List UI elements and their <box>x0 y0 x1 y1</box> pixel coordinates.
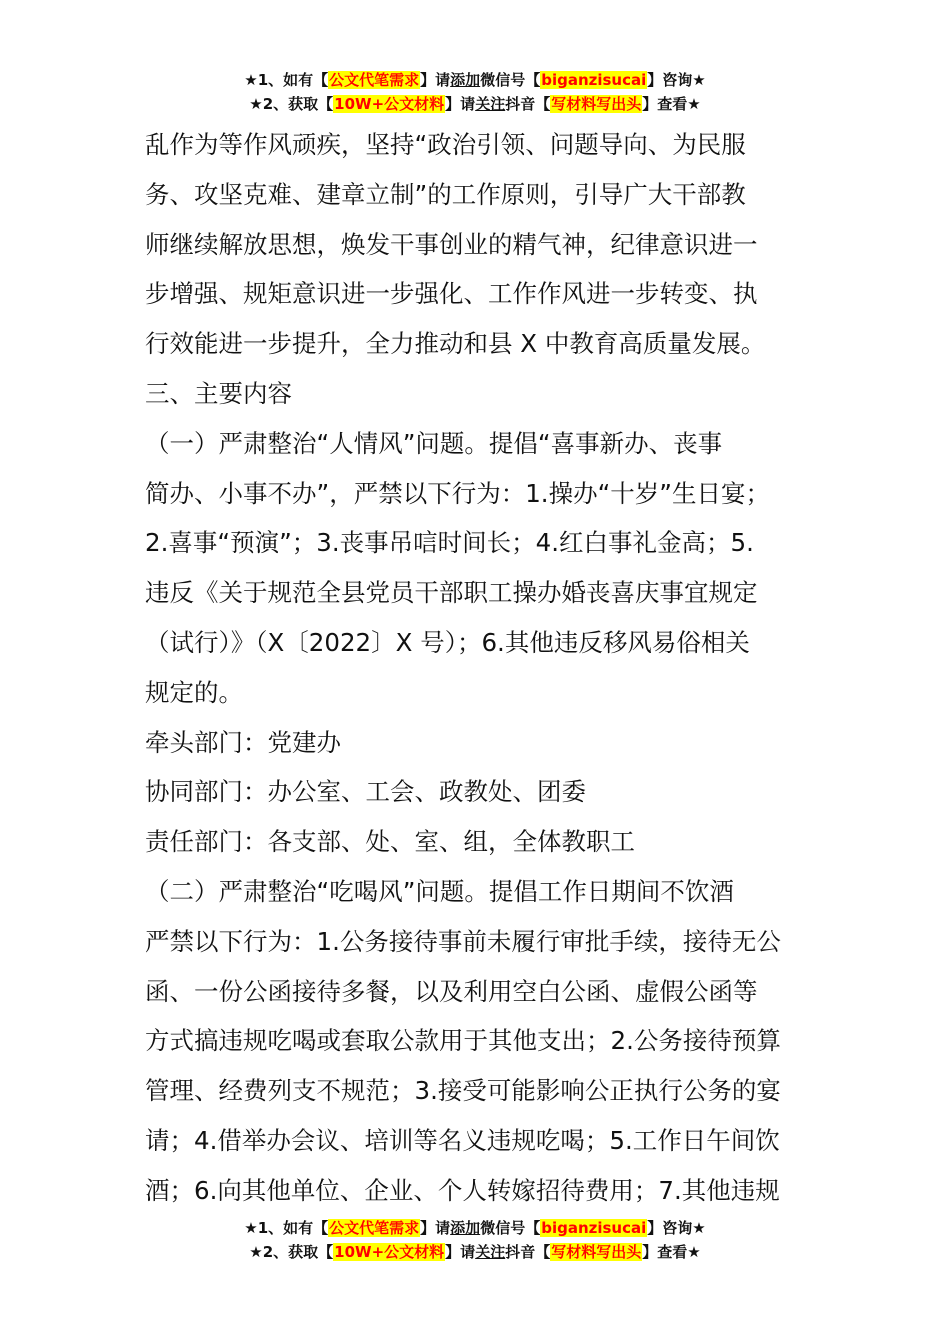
text-line: 函、一份公函接待多餐，以及利用空白公函、虚假公函等 <box>145 976 758 1006</box>
star-icon: ★ <box>244 71 258 89</box>
banner-line-1 <box>0 1216 950 1240</box>
star-icon: ★ <box>692 1219 706 1237</box>
top-banner <box>0 68 950 116</box>
banner-line-2 <box>0 1240 950 1264</box>
highlight-ghostwriting: 公文代笔需求 <box>329 71 420 89</box>
document-body <box>145 120 825 1216</box>
banner-text: 】咨询 <box>647 71 693 89</box>
star-icon: ★ <box>687 1243 701 1261</box>
section-heading: 三、主要内容 <box>145 378 292 408</box>
banner-text: 2、获取【 <box>262 95 334 113</box>
text-line: （试行）》（X〔2022〕X 号）；6.其他违反移风易俗相关 <box>145 627 750 657</box>
star-icon: ★ <box>692 71 706 89</box>
underlined-add: 添加 <box>450 1219 481 1237</box>
banner-text: 2、获取【 <box>262 1243 334 1261</box>
responsible-departments: 责任部门：各支部、处、室、组，全体教职工 <box>145 827 635 857</box>
star-icon: ★ <box>687 95 701 113</box>
text-line: 严禁以下行为：1.公务接待事前未履行审批手续，接待无公 <box>145 926 781 956</box>
text-line: 师继续解放思想，焕发干事创业的精气神，纪律意识进一 <box>145 229 758 259</box>
text-line: 乱作为等作风顽疾，坚持“政治引领、问题导向、为民服 <box>145 130 746 159</box>
highlight-materials: 10W+公文材料 <box>334 1243 445 1261</box>
text-line: 务、攻坚克难、建章立制”的工作原则，引导广大干部教 <box>145 179 746 209</box>
banner-text: 微信号【 <box>480 1219 541 1237</box>
text-line: 管理、经费列支不规范；3.接受可能影响公正执行公务的宴 <box>145 1076 781 1106</box>
text-line: 行效能进一步提升，全力推动和县 X 中教育高质量发展。 <box>145 329 766 359</box>
text-line: 规定的。 <box>145 677 243 707</box>
underlined-follow: 关注 <box>475 1243 506 1261</box>
text-line: （二）严肃整治“吃喝风”问题。提倡工作日期间不饮酒 <box>145 876 734 906</box>
star-icon: ★ <box>249 1243 263 1261</box>
highlight-materials: 10W+公文材料 <box>334 95 445 113</box>
highlight-wechat-id: biganzisucai <box>541 71 647 89</box>
underlined-add: 添加 <box>450 71 481 89</box>
banner-text: 】请 <box>420 71 451 89</box>
highlight-douyin: 写材料写出头 <box>551 95 642 113</box>
banner-text: 抖音【 <box>505 95 551 113</box>
banner-text: 】请 <box>445 1243 476 1261</box>
highlight-ghostwriting: 公文代笔需求 <box>329 1219 420 1237</box>
highlight-wechat-id: biganzisucai <box>541 1219 647 1237</box>
text-line: （一）严肃整治“人情风”问题。提倡“喜事新办、丧事 <box>145 428 723 458</box>
underlined-follow: 关注 <box>475 95 506 113</box>
banner-text: 微信号【 <box>480 71 541 89</box>
banner-text: 】查看 <box>642 95 688 113</box>
banner-text: 抖音【 <box>505 1243 551 1261</box>
banner-text: 】咨询 <box>647 1219 693 1237</box>
cooperating-departments: 协同部门：办公室、工会、政教处、团委 <box>145 777 586 807</box>
star-icon: ★ <box>244 1219 258 1237</box>
highlight-douyin: 写材料写出头 <box>551 1243 642 1261</box>
text-line: 简办、小事不办”，严禁以下行为：1.操办“十岁”生日宴； <box>145 478 770 508</box>
text-line: 请；4.借举办会议、培训等名义违规吃喝；5.工作日午间饮 <box>145 1125 780 1155</box>
banner-text: 1、如有【 <box>257 71 329 89</box>
bottom-banner <box>0 1216 950 1264</box>
banner-text: 】请 <box>420 1219 451 1237</box>
banner-line-2 <box>0 92 950 116</box>
star-icon: ★ <box>249 95 263 113</box>
text-line: 方式搞违规吃喝或套取公款用于其他支出；2.公务接待预算 <box>145 1026 781 1056</box>
lead-department: 牵头部门：党建办 <box>145 727 341 757</box>
text-line: 违反《关于规范全县党员干部职工操办婚丧喜庆事宜规定 <box>145 578 758 608</box>
banner-line-1 <box>0 68 950 92</box>
banner-text: 】查看 <box>642 1243 688 1261</box>
text-line: 步增强、规矩意识进一步强化、工作作风进一步转变、执 <box>145 279 758 309</box>
banner-text: 】请 <box>445 95 476 113</box>
text-line: 2.喜事“预演”；3.丧事吊唁时间长；4.红白事礼金高；5. <box>145 528 754 558</box>
text-line: 酒；6.向其他单位、企业、个人转嫁招待费用；7.其他违规 <box>145 1175 780 1205</box>
banner-text: 1、如有【 <box>257 1219 329 1237</box>
